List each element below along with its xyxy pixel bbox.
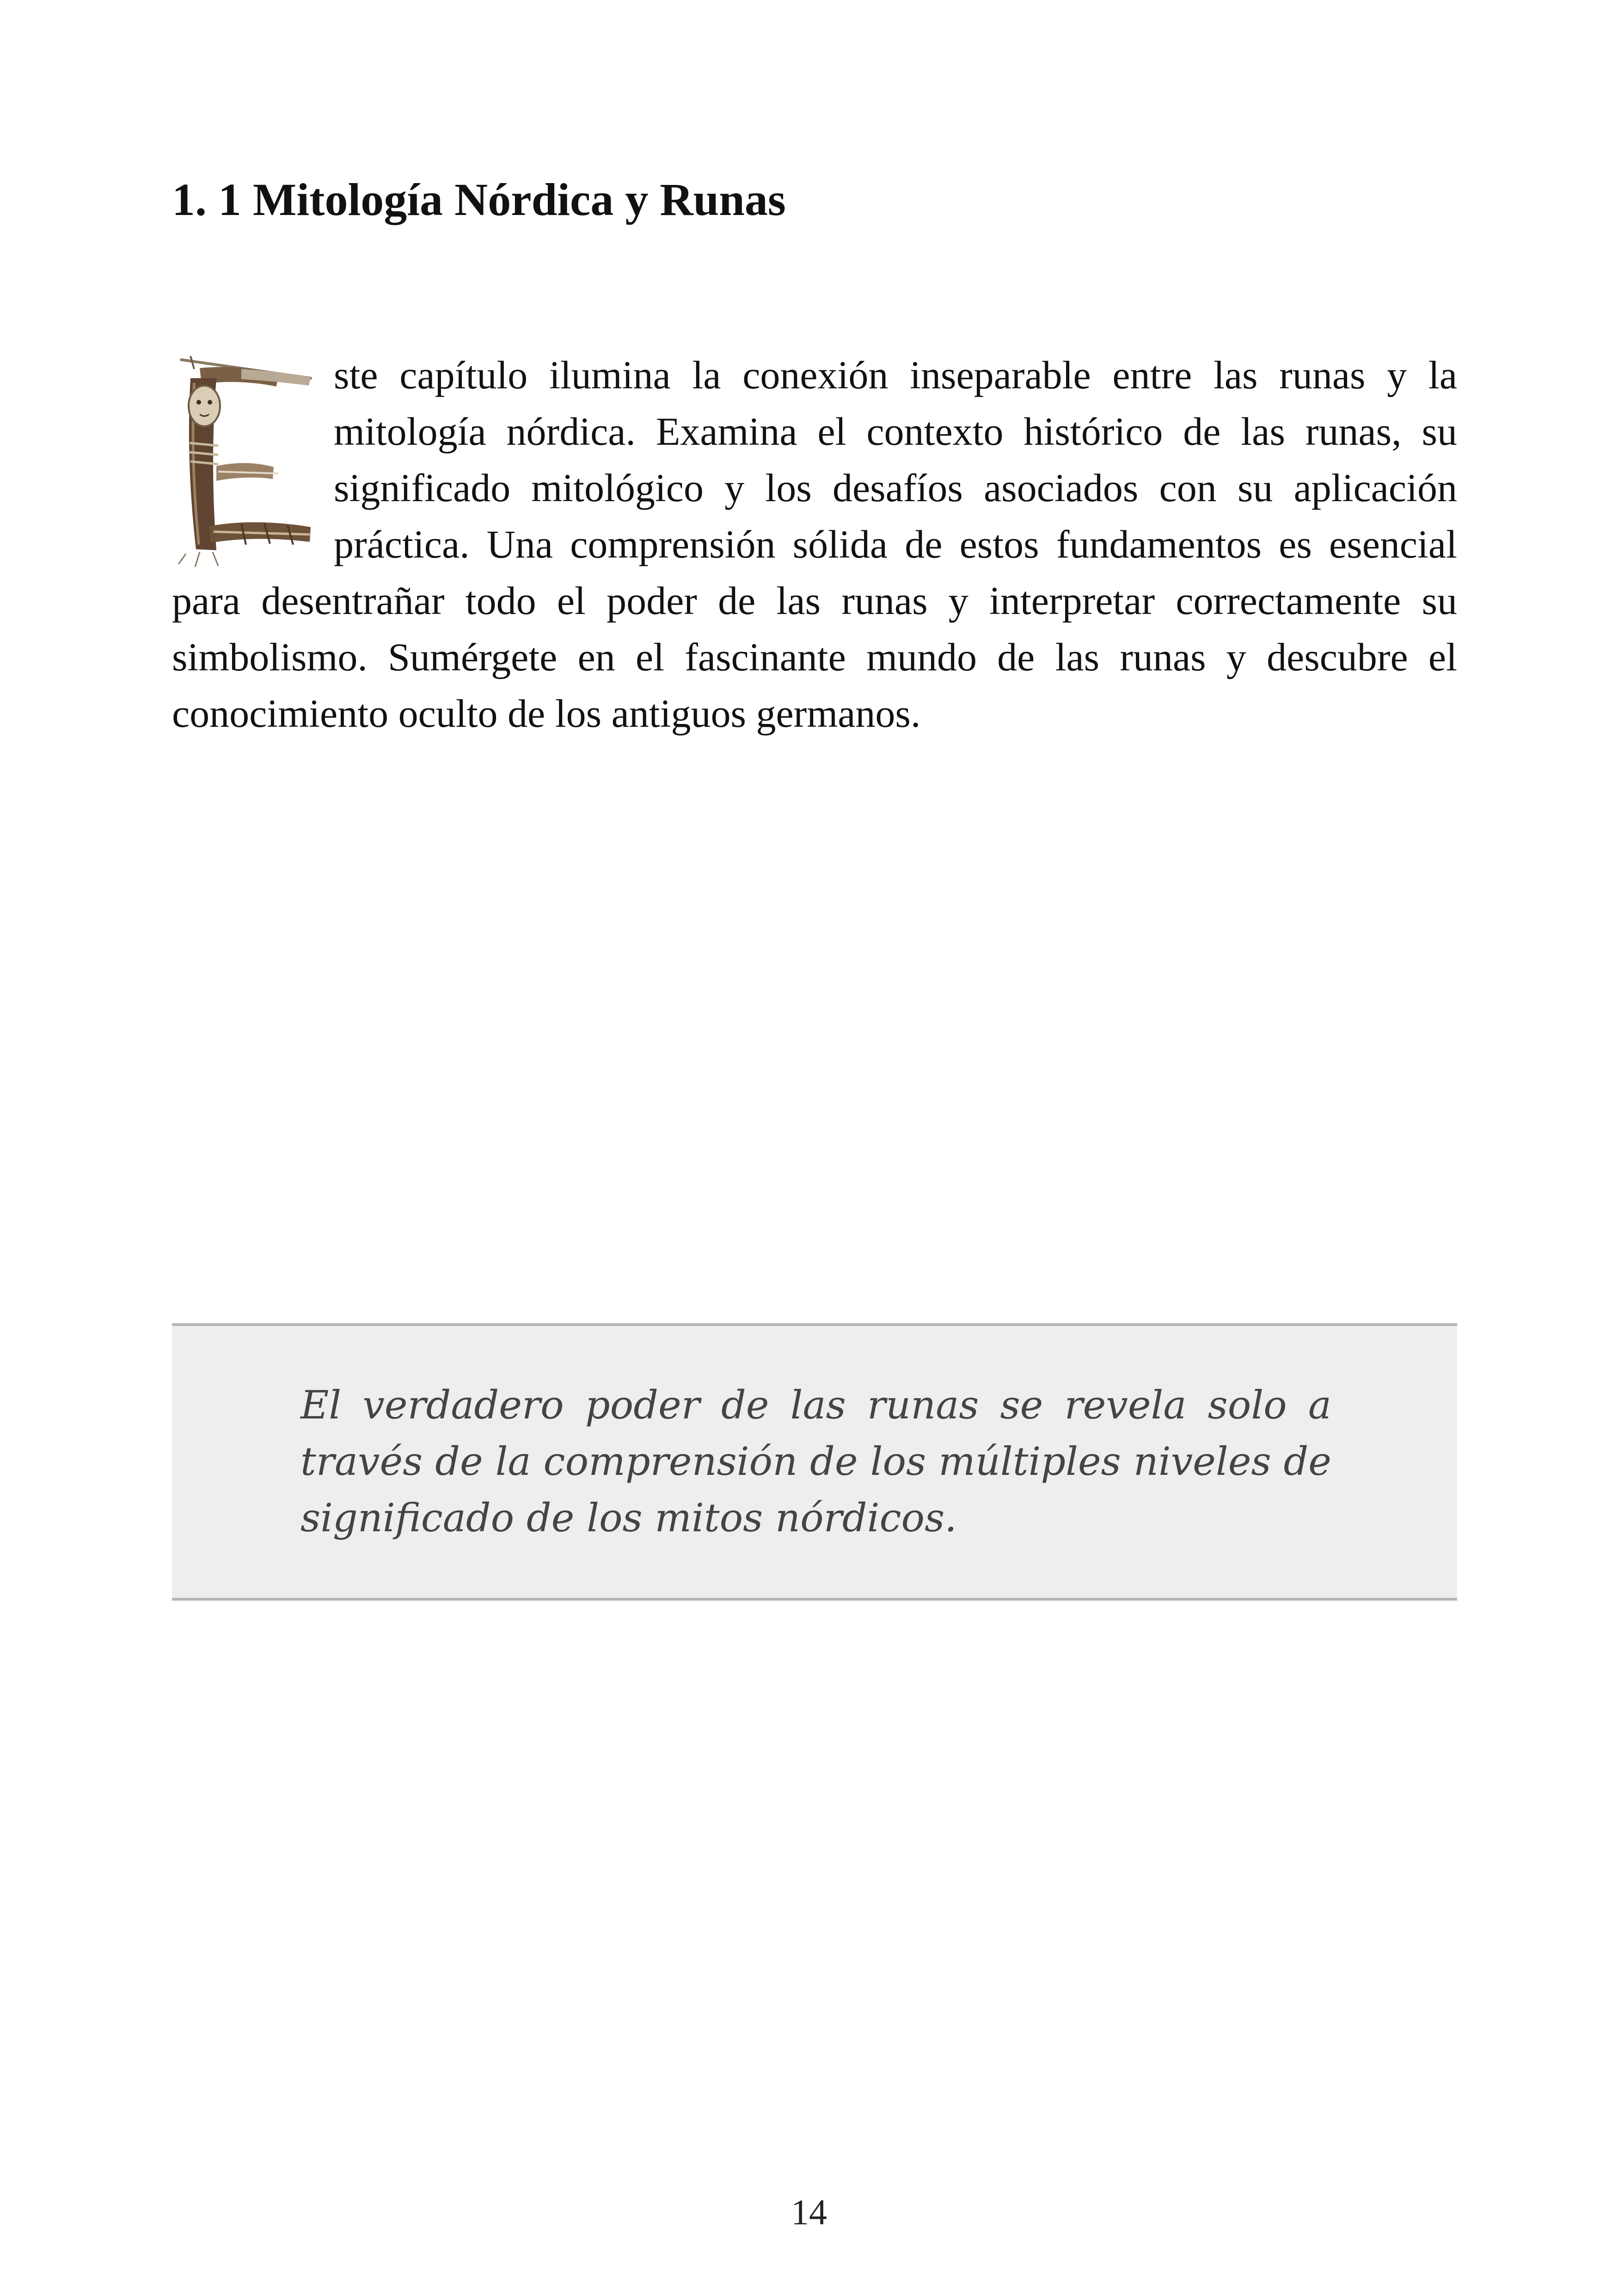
drop-cap-e-icon: [172, 350, 320, 568]
page-number: 14: [791, 2192, 827, 2232]
intro-paragraph: [172, 347, 1457, 742]
intro-body-text: ste capítulo ilumina la conexión inseparable entre las runas y la mitología nórdica. Examina el contexto histórico de las runas, su significado mitológico y los desafíos asociados con su aplicación práctica. Una comprensión sólida de estos fundamentos es esencial para desentrañar todo el poder de las runas y interpretar correctamente su simbolismo. Sumérgete en el fascinante mundo de las runas y descubre el conocimiento oculto de los antiguos germanos.: [172, 353, 1457, 736]
pull-quote-text: El verdadero poder de las runas se revela solo a través de la comprensión de los múltiples niveles de significado de los mitos nórdicos.: [300, 1382, 1331, 1541]
pull-quote-box: [172, 1323, 1457, 1601]
section-title: 1. 1 Mitología Nórdica y Runas: [172, 174, 786, 225]
